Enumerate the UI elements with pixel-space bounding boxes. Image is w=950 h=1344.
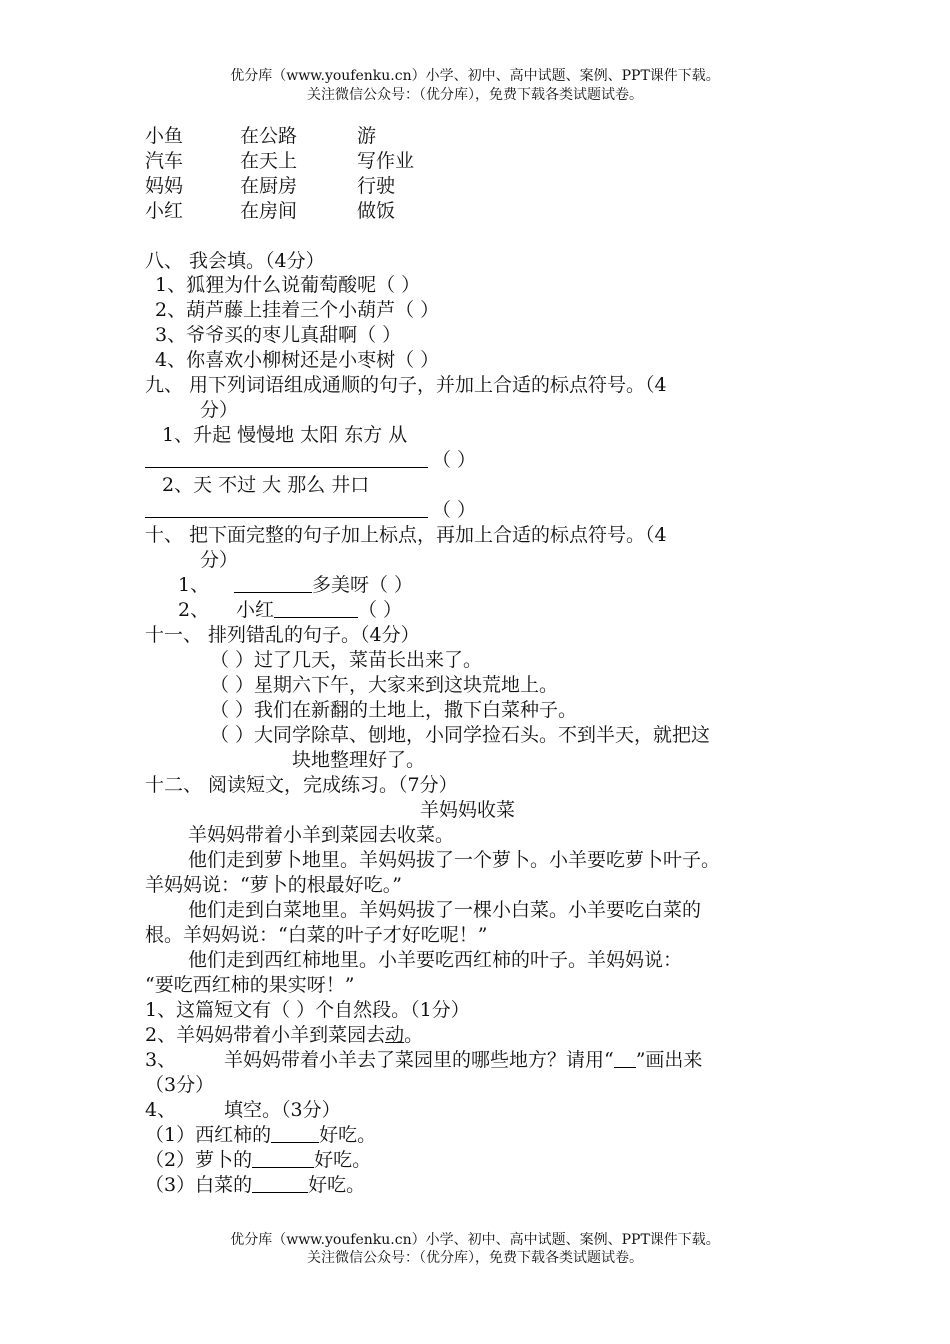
- s12-question-3: [224, 1048, 702, 1072]
- s12-question-3-score: （3分）: [145, 1074, 215, 1096]
- section-9-title-cont: 分）: [200, 399, 239, 421]
- s12-fill-3-prefix: （3）白菜的: [145, 1174, 253, 1196]
- s9-answer-line-1[interactable]: [145, 467, 428, 468]
- word-col2-row1: 在公路: [240, 125, 298, 147]
- s8-item-4: 4、你喜欢小柳树还是小枣树（ ）: [155, 349, 440, 371]
- s11-item-4-cont: 块地整理好了。: [292, 749, 426, 771]
- page-header-line2: 关注微信公众号：（优分库），免费下载各类试题试卷。: [307, 87, 643, 103]
- word-col3-row1: 游: [357, 125, 377, 147]
- s10-item-1-text: 多美呀（ ）: [312, 574, 414, 596]
- section-10-title-cont: 分）: [200, 549, 239, 571]
- s10-item-2-text: 小红: [236, 599, 275, 621]
- s9-answer-paren-2: （ ）: [432, 499, 477, 521]
- s10-blank-1[interactable]: [234, 574, 312, 593]
- s12-fill-2-suffix: 好吃。: [314, 1149, 372, 1171]
- section-8-title: 八、 我会填。（4分）: [145, 250, 325, 272]
- page-footer-line1: 优分库（www.youfenku.cn）小学、初中、高中试题、案例、PPT课件下载。: [230, 1232, 720, 1248]
- word-col1-row1: 小鱼: [145, 125, 184, 147]
- s12-fill-2-blank[interactable]: [252, 1149, 314, 1168]
- word-col3-row3: 行驶: [357, 175, 396, 197]
- s12-q3-line-sample: [614, 1049, 636, 1068]
- s12-q3-end: ”画出来: [635, 1049, 703, 1071]
- s12-q3-text: 羊妈妈带着小羊去了菜园里的哪些地方？请用“: [224, 1049, 614, 1071]
- s12-fill-1: [145, 1123, 376, 1147]
- s12-fill-3-suffix: 好吃。: [308, 1174, 366, 1196]
- s9-answer-paren-1: （ ）: [432, 449, 477, 471]
- s12-q2-suffix: 。: [404, 1024, 424, 1046]
- page-header-line1: 优分库（www.youfenku.cn）小学、初中、高中试题、案例、PPT课件下载。: [230, 68, 720, 84]
- section-12-title: 十二、 阅读短文，完成练习。（7分）: [145, 774, 458, 796]
- s12-question-4-num: 4、: [145, 1099, 177, 1121]
- s8-item-2: 2、葫芦藤上挂着三个小葫芦（ ）: [155, 299, 440, 321]
- s12-fill-3-blank[interactable]: [252, 1174, 308, 1193]
- word-col2-row4: 在房间: [240, 200, 298, 222]
- section-10-title: 十、 把下面完整的句子加上标点，再加上合适的标点符号。（4: [145, 524, 667, 546]
- word-col3-row2: 写作业: [357, 150, 415, 172]
- s10-item-2-tail: （ ）: [358, 599, 403, 621]
- story-paragraph-2b: 羊妈妈说：“萝卜的根最好吃。”: [145, 874, 402, 896]
- s12-fill-1-blank[interactable]: [271, 1124, 319, 1143]
- s11-item-4: （ ）大同学除草、刨地，小同学捡石头。不到半天，就把这: [210, 724, 711, 746]
- s12-q2-prefix: 2、羊妈妈带着小羊到菜园去: [145, 1024, 386, 1046]
- story-paragraph-1: 羊妈妈带着小羊到菜园去收菜。: [188, 824, 455, 846]
- s9-question-1: 1、升起 慢慢地 太阳 东方 从: [162, 424, 408, 446]
- s12-fill-3: [145, 1173, 365, 1197]
- s12-fill-1-prefix: （1）西红柿的: [145, 1124, 272, 1146]
- story-paragraph-3b: 根。羊妈妈说：“白菜的叶子才好吃呢！”: [145, 924, 488, 946]
- s12-fill-2-prefix: （2）萝卜的: [145, 1149, 253, 1171]
- s12-fill-1-suffix: 好吃。: [319, 1124, 377, 1146]
- s10-item-2: [236, 598, 402, 622]
- s10-item-2-num: 2、: [178, 599, 210, 621]
- s9-question-2: 2、天 不过 大 那么 井口: [162, 474, 370, 496]
- section-9-title: 九、 用下列词语组成通顺的句子，并加上合适的标点符号。（4: [145, 374, 667, 396]
- s10-item-1: [234, 573, 413, 597]
- s8-item-3: 3、爷爷买的枣儿真甜啊（ ）: [155, 324, 402, 346]
- word-col2-row2: 在天上: [240, 150, 298, 172]
- story-paragraph-3a: 他们走到白菜地里。羊妈妈拔了一棵小白菜。小羊要吃白菜的: [188, 899, 702, 921]
- story-paragraph-4b: “要吃西红柿的果实呀！”: [145, 974, 355, 996]
- s12-question-2: [145, 1023, 423, 1047]
- story-title: 羊妈妈收菜: [420, 799, 516, 821]
- s10-blank-2[interactable]: [274, 599, 358, 618]
- s12-question-3-num: 3、: [145, 1049, 177, 1071]
- section-11-title: 十一、 排列错乱的句子。（4分）: [145, 624, 420, 646]
- word-col1-row2: 汽车: [145, 150, 184, 172]
- word-col3-row4: 做饭: [357, 200, 396, 222]
- story-paragraph-4a: 他们走到西红柿地里。小羊要吃西红柿的叶子。羊妈妈说：: [188, 949, 683, 971]
- word-col1-row4: 小红: [145, 200, 184, 222]
- story-paragraph-2a: 他们走到萝卜地里。羊妈妈拔了一个萝卜。小羊要吃萝卜叶子。: [188, 849, 721, 871]
- s12-question-1: 1、这篇短文有（ ）个自然段。（1分）: [145, 999, 470, 1021]
- s12-q2-underlined: 动: [385, 1024, 405, 1046]
- s8-item-1: 1、狐狸为什么说葡萄酸呢（ ）: [155, 274, 421, 296]
- word-col2-row3: 在厨房: [240, 175, 298, 197]
- s9-answer-line-2[interactable]: [145, 517, 428, 518]
- s11-item-3: （ ）我们在新翻的土地上，撒下白菜种子。: [210, 699, 578, 721]
- page-footer-line2: 关注微信公众号：（优分库），免费下载各类试题试卷。: [307, 1250, 643, 1266]
- s12-fill-2: [145, 1148, 371, 1172]
- s10-item-1-num: 1、: [178, 574, 210, 596]
- s12-question-4: 填空。（3分）: [224, 1099, 341, 1121]
- s11-item-2: （ ）星期六下午，大家来到这块荒地上。: [210, 674, 559, 696]
- s11-item-1: （ ）过了几天，菜苗长出来了。: [210, 649, 483, 671]
- word-col1-row3: 妈妈: [145, 175, 184, 197]
